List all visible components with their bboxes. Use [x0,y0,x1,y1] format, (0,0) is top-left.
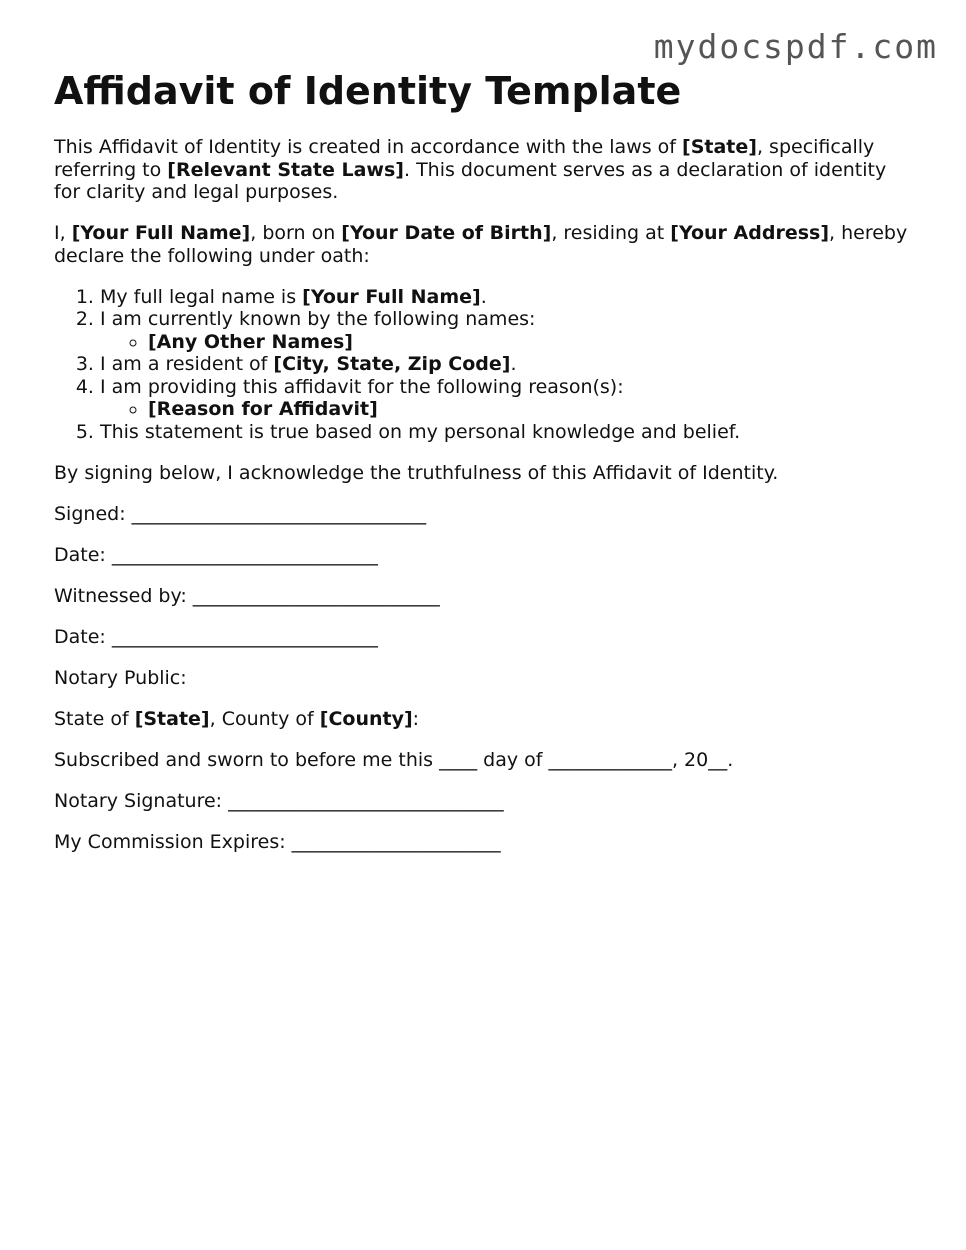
item-3-end: . [510,353,517,375]
commission-expires-line: My Commission Expires: ______________________ [54,830,501,853]
declaration-paragraph [54,222,914,267]
watermark: mydocspdf.com [653,27,938,66]
document-body [54,68,914,872]
state-county-text-1: State of [54,707,135,730]
acknowledgment-text: By signing below, I acknowledge the truthfulness of this Affidavit of Identity. [54,461,779,484]
state-county-line [54,708,914,731]
item-5-text: This statement is true based on my personal knowledge and belief. [100,420,741,443]
date-of-birth-placeholder: [Your Date of Birth] [341,222,552,244]
declaration-text-1: I, [54,222,72,244]
declaration-list [54,286,914,444]
address-placeholder: [Your Address] [670,222,830,244]
reason-placeholder: [Reason for Affidavit] [148,398,378,420]
relevant-laws-placeholder: [Relevant State Laws] [167,158,404,181]
reasons-list [100,398,914,421]
notary-public-label: Notary Public: [54,666,187,689]
intro-text-2: , specifically referring to [54,136,875,181]
list-item [100,353,914,376]
list-item [100,376,914,421]
intro-text-1: This Affidavit of Identity is created in accordance with the laws of [54,136,683,158]
list-item [100,421,914,444]
other-names-list [100,331,914,354]
notary-state-placeholder: [State] [134,707,210,730]
intro-paragraph [54,136,914,204]
other-names-placeholder: [Any Other Names] [148,330,353,353]
state-county-text-3: : [412,707,420,730]
state-county-text-2: , County of [209,707,320,730]
full-name-placeholder: [Your Full Name] [71,222,251,244]
list-item [100,286,914,309]
item-1-placeholder: [Your Full Name] [302,285,481,308]
item-2-text: I am currently known by the following names: [100,308,536,330]
declaration-text-3: , residing at [551,222,671,244]
declaration-text-2: , born on [250,222,342,244]
sub-list-item [148,398,914,421]
declaration-text-4: , hereby declare the following under oath: [54,222,908,267]
date-line: Date: ____________________________ [54,543,378,566]
subscribed-line: Subscribed and sworn to before me this ____ day of _____________, 20__. [54,748,734,771]
item-4-text: I am providing this affidavit for the following reason(s): [100,375,624,398]
witness-date-line: Date: ____________________________ [54,625,378,648]
item-3-text: I am a resident of [100,353,274,375]
list-item [100,308,914,353]
item-1-text: My full legal name is [100,285,303,308]
notary-signature-line: Notary Signature: _____________________________ [54,789,504,812]
state-placeholder: [State] [682,136,757,158]
sub-list-item [148,331,914,354]
intro-text-3: . This document serves as a declaration of identity for clarity and legal purposes. [54,158,887,203]
item-1-end: . [480,285,487,308]
residence-placeholder: [City, State, Zip Code] [273,353,511,375]
witnessed-line: Witnessed by: __________________________ [54,584,440,607]
signed-line: Signed: _______________________________ [54,502,427,525]
document-title: Affidavit of Identity Template [54,69,682,113]
county-placeholder: [County] [319,707,413,730]
